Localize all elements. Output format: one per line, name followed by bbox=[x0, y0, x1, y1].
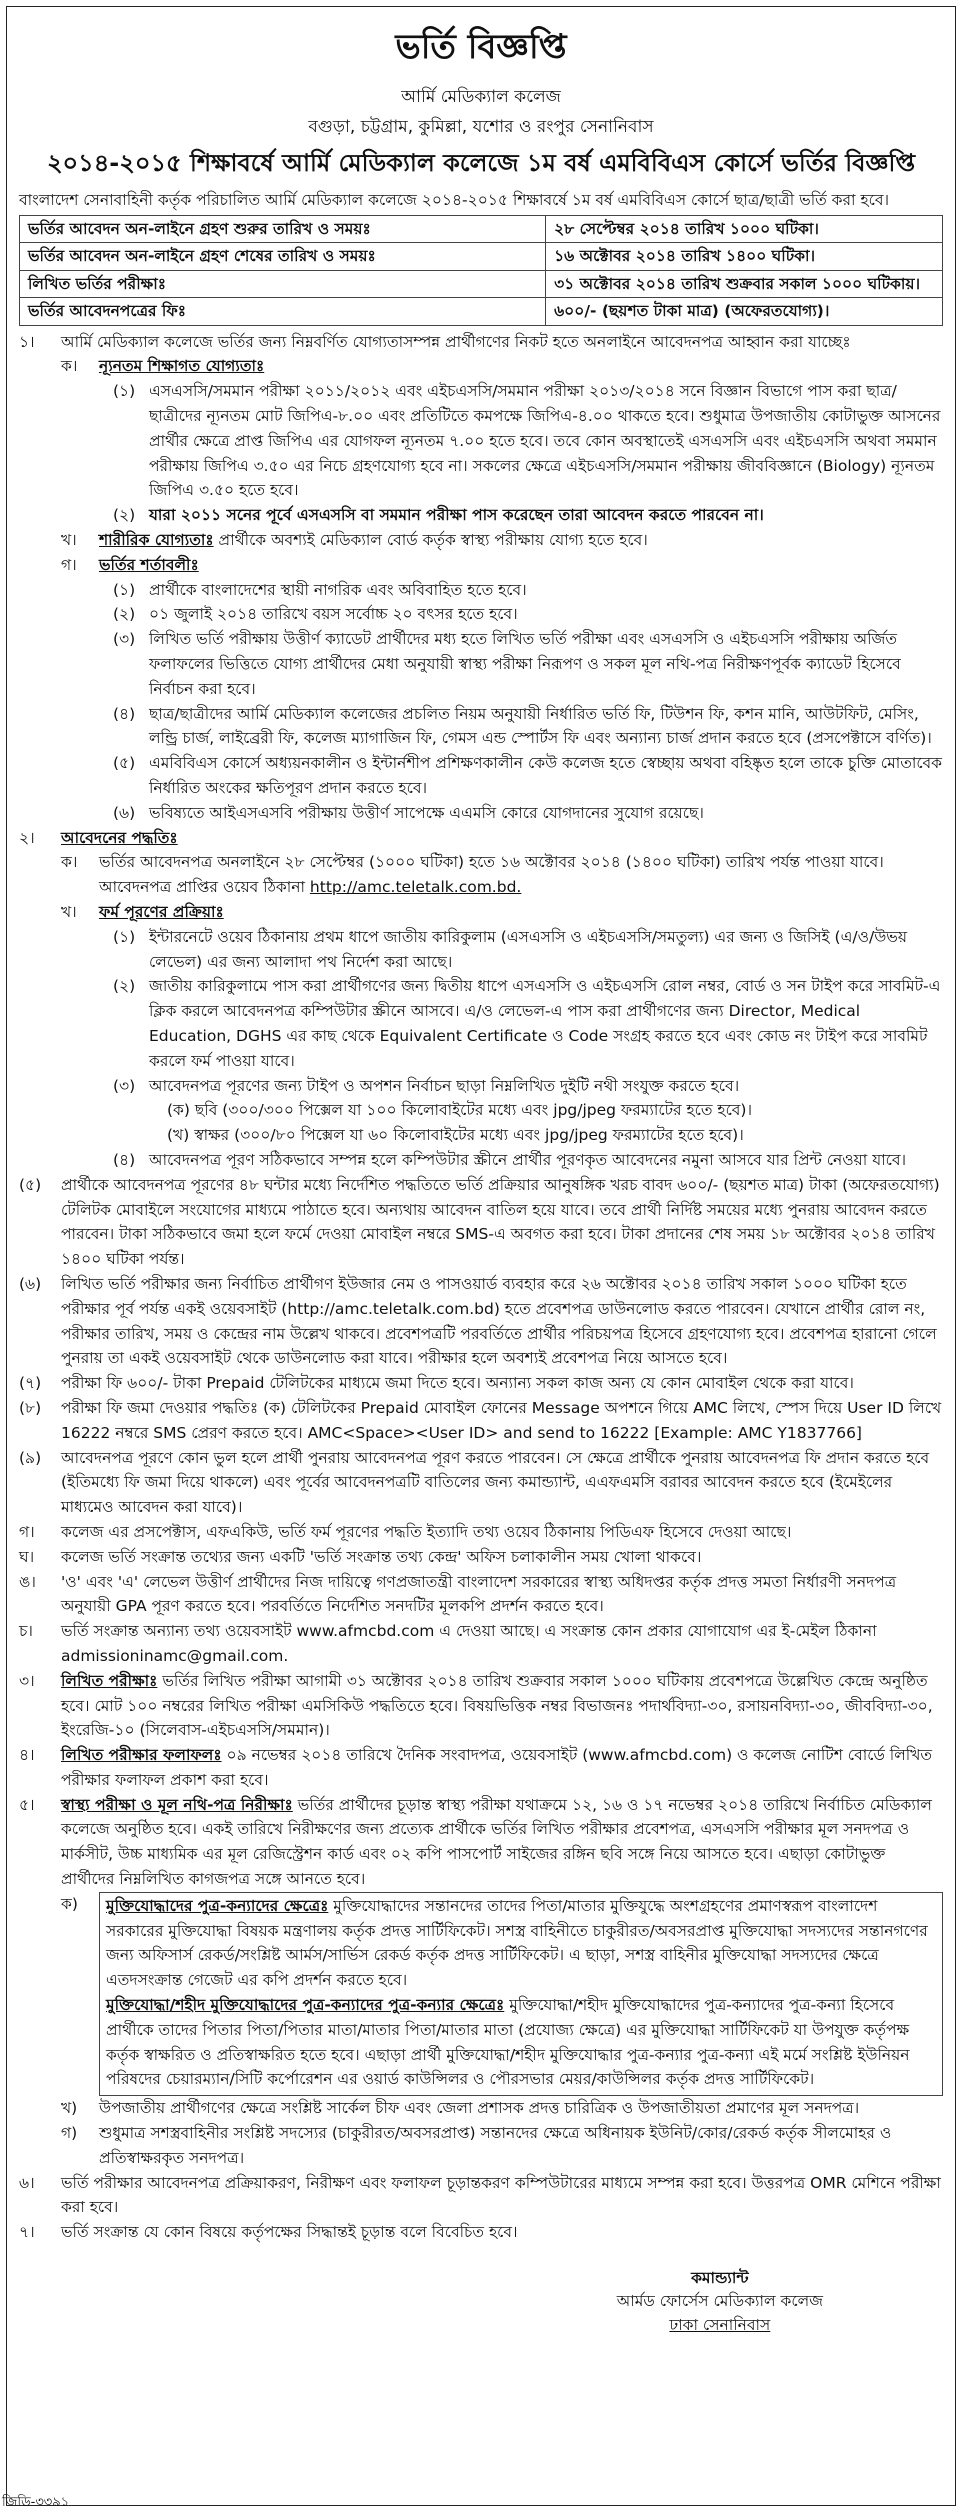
item-text: ইন্টারনেটে ওয়েব ঠিকানায় প্রথম ধাপে জাতীয় কারিকুলাম (এসএসসি ও এইচএসসি/সমতুল্য) এর জন্য ও জিসিই (এ/ও/উভয় লেভেল) এর জন্য আলাদা পথ নির্দেশ করা আছে। bbox=[149, 927, 907, 971]
section-medical-check bbox=[19, 1793, 943, 2171]
clause-letter: ক। bbox=[61, 853, 78, 872]
schedule-table bbox=[19, 215, 943, 326]
clause-letter: গ। bbox=[61, 555, 77, 574]
item-number: (৪) bbox=[113, 704, 136, 723]
clause-title: মুক্তিযোদ্ধা/শহীদ মুক্তিযোদ্ধাদের পুত্র-কন্যাদের পুত্র-কন্যার ক্ষেত্রেঃ bbox=[106, 1996, 505, 2015]
clause-title: শারীরিক যোগ্যতাঃ bbox=[99, 531, 214, 550]
clause-text: কলেজ এর প্রসপেক্টাস, এফএকিউ, ভর্তি ফর্ম পূরণের পদ্ধতি ইত্যাদি তথ্য ওয়েব ঠিকানায় পিডিএফ হিসেবে দেওয়া আছে। bbox=[61, 1522, 792, 1541]
section-number: ৬। bbox=[19, 2173, 35, 2192]
section-number: ৫। bbox=[19, 1795, 35, 1814]
item-text: ভবিষ্যতে আইএসএসবি পরীক্ষায় উত্তীর্ণ সাপেক্ষে এএমসি কোরে যোগদানের সুযোগ রয়েছে। bbox=[149, 803, 704, 822]
item-text: আবেদনপত্র পূরণ সঠিকভাবে সম্পন্ন হলে কম্পিউটার স্ক্রীনে প্রার্থীর পূরণকৃত আবেদনের নমুনা আসবে যার প্রিন্ট নেওয়া যাবে। bbox=[149, 1150, 907, 1169]
section-text: আর্মি মেডিক্যাল কলেজে ভর্তির জন্য নিম্নবর্ণিত যোগ্যতাসম্পন্ন প্রার্থীগণের নিকট হতে অনলাইনে আবেদনপত্র আহ্বান করা যাচ্ছেঃ bbox=[61, 332, 851, 351]
clause-text: কলেজ ভর্তি সংক্রান্ত তথ্যের জন্য একটি 'ভর্তি সংক্রান্ত তথ্য কেন্দ্র' অফিস চলাকালীন সময় খোলা থাকবে। bbox=[61, 1547, 702, 1566]
item-text: এমবিবিএস কোর্সে অধ্যয়নকালীন ও ইন্টার্নশীপ প্রশিক্ষণকালীন কেউ কলেজ হতে স্বেচ্ছায় অথবা বহিষ্কৃত হলে তাকে চুক্তি মোতাবেক নির্ধারিত অংকের ক্ষতিপূরণ প্রদান করতে হবে। bbox=[149, 754, 943, 798]
item-text: ০১ জুলাই ২০১৪ তারিখে বয়স সর্বোচ্চ ২০ বৎসর হতে হবে। bbox=[149, 605, 518, 624]
section-eligibility bbox=[19, 330, 943, 826]
section-number: (৭) bbox=[19, 1374, 42, 1393]
item-text: (ক) ছবি (৩০০/৩০০ পিক্সেল যা ১০০ কিলোবাইটের মধ্যে এবং jpg/jpeg ফরম্যাটের হতে হবে)। bbox=[167, 1101, 753, 1120]
item-text: যারা ২০১১ সনের পূর্বে এসএসসি বা সমমান পরীক্ষা পাস করেছেন তারা আবেদন করতে পারবেন না। bbox=[149, 506, 764, 525]
signature-block bbox=[19, 2267, 943, 2337]
college-locations: বগুড়া, চট্টগ্রাম, কুমিল্লা, যশোর ও রংপুর সেনানিবাস bbox=[308, 117, 654, 137]
section-written-exam bbox=[19, 1669, 943, 1743]
college-name: আর্মি মেডিক্যাল কলেজ bbox=[401, 87, 561, 107]
schedule-label: ভর্তির আবেদন অন-লাইনে গ্রহণ শেষের তারিখ ও সময়ঃ bbox=[20, 243, 546, 270]
schedule-row bbox=[20, 243, 943, 270]
clause-text: শুধুমাত্র সশস্ত্রবাহিনীর সংশ্লিষ্ট সদস্যের (চাকুরীরত/অবসরপ্রাপ্ত) সন্তানদের ক্ষেত্রে অধিনায়ক ইউনিট/কোর/রেকর্ড কর্তৃক সীলমোহর ও প্রতিস্বাক্ষরকৃত সনদপত্র। bbox=[99, 2124, 892, 2167]
clause-letter: গ। bbox=[19, 1522, 35, 1541]
item-text: জাতীয় কারিকুলামে পাস করা প্রার্থীগণের জন্য দ্বিতীয় ধাপে এসএসসি ও এইচএসসি রোল নম্বর, বোর্ড ও সন টাইপ করে সাবমিট-এ ক্লিক করলে আবেদনপত্র কম্পিউটার স্ক্রীনে আসবে। এ/ও লেভেল-এ পাস করা প্রার্থীগণের জন্য Director, Medical Education, DGHS এর কাছ থেকে Equivalent Certificate ও Code সংগ্রহ করতে হবে এবং কোড নং টাইপ করে সাবমিট করলে ফর্ম পাওয়া যাবে। bbox=[149, 977, 941, 1070]
signatory-place: ঢাকা সেনানিবাস bbox=[669, 2315, 771, 2334]
schedule-value: ৬০০/- (ছয়শত টাকা মাত্র) (অফেরতযোগ্য)। bbox=[546, 298, 943, 325]
schedule-value: ৩১ অক্টোবর ২০১৪ তারিখ শুক্রবার সকাল ১০০০ ঘটিকায়। bbox=[546, 270, 943, 297]
schedule-row bbox=[20, 298, 943, 325]
item-number: (৪) bbox=[113, 1150, 136, 1169]
notice-headline: ২০১৪-২০১৫ শিক্ষাবর্ষে আর্মি মেডিক্যাল কলেজে ১ম বর্ষ এমবিবিএস কোর্সে ভর্তির বিজ্ঞপ্তি bbox=[46, 149, 916, 177]
footer-code: জিডি-৩৩৯১ bbox=[2, 2495, 70, 2510]
schedule-label: ভর্তির আবেদনপত্রের ফিঃ bbox=[20, 298, 546, 325]
item-number: (২) bbox=[113, 977, 136, 996]
section-fee-payment bbox=[19, 1173, 943, 1272]
section-text: প্রার্থীকে আবেদনপত্র পূরণের ৪৮ ঘন্টার মধ্যে নির্দেশিত পদ্ধতিতে ভর্তি প্রক্রিয়ার আনুষঙ্গিক খরচ বাবদ ৬০০/- (ছয়শত মাত্র) টাকা (অফেরতযোগ্য) টেলিটক মোবাইলে সংযোগের মাধ্যমে পাঠাতে হবে। অন্যথায় আবেদন বাতিল হয়ে যাবে। তবে প্রার্থী নির্দিষ্ট সময়ের মধ্যে পুনরায় আবেদন করতে পারবেন। টাকা সঠিকভাবে জমা হলে ফর্মে দেওয়া মোবাইল নম্বরে SMS-এ অবগত করা হবে। টাকা প্রদানের শেষ সময় ১৮ অক্টোবর ২০১৪ তারিখ ১৪০০ ঘটিকা পর্যন্ত। bbox=[61, 1175, 940, 1269]
signatory-rank: কমান্ড্যান্ট bbox=[691, 2269, 749, 2288]
section-processing bbox=[19, 2171, 943, 2221]
section-text: আবেদনপত্র পূরণে কোন ভুল হলে প্রার্থী পুনরায় আবেদনপত্র পূরণ করতে পারবেন। সে ক্ষেত্রে প্রার্থীকে পুনরায় আবেদনপত্র ফি প্রদান করতে হবে (ইতিমধ্যে ফি জমা দিয়ে থাকলে) এবং পূর্বের আবেদনপত্রটি বাতিলের জন্য কমান্ড্যান্ট, এএফএমসি বরাবর আবেদন করতে হবে (ইমেইলের মাধ্যমেও আবেদন করা যাবে)। bbox=[61, 1448, 930, 1517]
section-number: ২। bbox=[19, 828, 35, 847]
section-text: পরীক্ষা ফি জমা দেওয়ার পদ্ধতিঃ (ক) টেলিটকের Prepaid মোবাইল ফোনের Message অপশনে গিয়ে AMC লিখে, স্পেস দিয়ে User ID লিখে 16222 নম্বরে SMS প্রেরণ করতে হবে। AMC<Space><User ID> and send to 16222 [Example: AMC Y1837766] bbox=[61, 1398, 942, 1442]
section-text: লিখিত ভর্তি পরীক্ষার জন্য নির্বাচিত প্রার্থীগণ ইউজার নেম ও পাসওয়ার্ড ব্যবহার করে ২৬ অক্টোবর ২০১৪ তারিখ সকাল ১০০০ ঘটিকা হতে পরীক্ষার পূর্ব পর্যন্ত একই ওয়েবসাইট (http://amc.teletalk.com.bd) হতে প্রবেশপত্র ডাউনলোড করতে পারবেন। যেখানে প্রার্থীর রোল নং, পরীক্ষার তারিখ, সময় ও কেন্দ্রের নাম উল্লেখ থাকবে। প্রবেশপত্রটি পরবর্তিতে প্রার্থীর পরিচয়পত্র হিসেবে গ্রহণযোগ্য হবে। প্রবেশপত্র হারানো গেলে পুনরায় তা একই ওয়েবসাইট থেকে ডাউনলোড করা যাবে। পরীক্ষার হলে অবশ্যই প্রবেশপত্র নিয়ে আসতে হবে। bbox=[61, 1274, 937, 1368]
section-text: ভর্তি পরীক্ষার আবেদনপত্র প্রক্রিয়াকরণ, নিরীক্ষণ এবং ফলাফল চূড়ান্তকরণ কম্পিউটারের মাধ্যমে সম্পন্ন করা হবে। উত্তরপত্র OMR মেশিনে পরীক্ষা করা হবে। bbox=[61, 2173, 941, 2217]
section-misc-clause bbox=[19, 1520, 943, 1545]
item-text: প্রার্থীকে বাংলাদেশের স্থায়ী নাগরিক এবং অবিবাহিত হতে হবে। bbox=[149, 580, 527, 599]
clause-letter: ঘ। bbox=[19, 1547, 35, 1566]
section-text: পরীক্ষা ফি ৬০০/- টাকা Prepaid টেলিটকের মাধ্যমে জমা দিতে হবে। অন্যান্য সকল কাজ অন্য যে কোন মোবাইল থেকে করা যাবে। bbox=[61, 1374, 854, 1393]
clause-letter: ঙ। bbox=[19, 1572, 36, 1591]
section-number: (৫) bbox=[19, 1175, 42, 1194]
section-title: লিখিত পরীক্ষার ফলাফলঃ bbox=[61, 1746, 222, 1765]
item-number: (১) bbox=[113, 927, 136, 946]
schedule-row bbox=[20, 215, 943, 242]
section-application-method bbox=[19, 826, 943, 1173]
clause-text: ভর্তির আবেদনপত্র অনলাইনে ২৮ সেপ্টেম্বর (১০০০ ঘটিকা) হতে ১৬ অক্টোবর ২০১৪ (১৪০০ ঘটিকা) তারিখ পর্যন্ত পাওয়া যাবে। আবেদনপত্র প্রাপ্তির ওয়েব ঠিকানা bbox=[99, 853, 884, 897]
clause-text: মুক্তিযোদ্ধা/শহীদ মুক্তিযোদ্ধাদের পুত্র-কন্যাদের পুত্র-কন্যা হিসেবে প্রার্থীকে তাদের পিতার পিতা/পিতার মাতা/মাতার পিতা/মাতার মাতা (প্রযোজ্য ক্ষেত্রে) এর মুক্তিযোদ্ধা সার্টিফিকেট যা উপযুক্ত কর্তৃপক্ষ কর্তৃক স্বাক্ষরিত ও প্রতিস্বাক্ষরিত হতে হবে। এছাড়া প্রার্থী মুক্তিযোদ্ধা/শহীদ মুক্তিযোদ্ধার পুত্র-কন্যার পুত্র-কন্যা এই মর্মে সংশ্লিষ্ট ইউনিয়ন পরিষদের চেয়ারম্যান/সিটি কর্পোরেশন এর ওয়ার্ড কাউন্সিলর ও পৌরসভার মেয়র/কাউন্সিলর কর্তৃক প্রদত্ত সার্টিফিকেট। bbox=[106, 1996, 910, 2089]
section-admit-card bbox=[19, 1272, 943, 1371]
item-number: (২) bbox=[113, 506, 136, 525]
clause-letter: খ) bbox=[61, 2099, 78, 2118]
section-text: ভর্তি সংক্রান্ত যে কোন বিষয়ে কর্তৃপক্ষের সিদ্ধান্তই চূড়ান্ত বলে বিবেচিত হবে। bbox=[61, 2223, 518, 2242]
section-number: (৬) bbox=[19, 1274, 42, 1293]
section-number: ৭। bbox=[19, 2223, 35, 2242]
section-title: আবেদনের পদ্ধতিঃ bbox=[61, 828, 178, 847]
item-number: (২) bbox=[113, 605, 136, 624]
section-number: ৪। bbox=[19, 1746, 35, 1765]
section-number: ১। bbox=[19, 332, 35, 351]
section-number: ৩। bbox=[19, 1671, 35, 1690]
section-text: ভর্তির লিখিত পরীক্ষা আগামী ৩১ অক্টোবর ২০১৪ তারিখ শুক্রবার সকাল ১০০০ ঘটিকায় প্রবেশপত্রে উল্লেখিত কেন্দ্রে অনুষ্ঠিত হবে। মোট ১০০ নম্বরের লিখিত পরীক্ষা এমসিকিউ পদ্ধতিতে হবে। বিষয়ভিত্তিক নম্বর বিভাজনঃ পদার্থবিদ্যা-৩০, রসায়নবিদ্যা-৩০, জীববিদ্যা-৩০, ইংরেজি-১০ (সিলেবাস-এইচএসসি/সমমান)। bbox=[61, 1671, 933, 1740]
clause-text: মুক্তিযোদ্ধাদের সন্তানদের তাদের পিতা/মাতার মুক্তিযুদ্ধে অংশগ্রহণের প্রমাণস্বরূপ বাংলাদেশ সরকারের মুক্তিযোদ্ধা বিষয়ক মন্ত্রণালয় কর্তৃক প্রদত্ত সার্টিফিকেট। সশস্ত্র বাহিনীতে চাকুরীরত/অবসরপ্রাপ্ত মুক্তিযোদ্ধা সদস্যদের সন্তানগণের জন্য অফিসার্স রেকর্ড/সংশ্লিষ্ট আর্মস/সার্ভিস রেকর্ড কর্তৃক প্রদত্ত সার্টিফিকেট। এ ছাড়া, সশস্ত্র বাহিনীর মুক্তিযোদ্ধা সদস্যদের ক্ষেত্রে এতদসংক্রান্ত গেজেট এর কপি প্রদর্শন করতে হবে। bbox=[106, 1896, 928, 1990]
clause-title: মুক্তিযোদ্ধাদের পুত্র-কন্যাদের ক্ষেত্রেঃ bbox=[106, 1896, 329, 1915]
section-correction bbox=[19, 1446, 943, 1520]
admission-notice bbox=[6, 6, 956, 2506]
section-title: স্বাস্থ্য পরীক্ষা ও মূল নথি-পত্র নিরীক্ষাঃ bbox=[61, 1795, 293, 1814]
section-misc-clause bbox=[19, 1570, 943, 1620]
signatory-org: আর্মড ফোর্সেস মেডিক্যাল কলেজ bbox=[616, 2292, 823, 2311]
clause-letter: খ। bbox=[61, 903, 77, 921]
item-number: (১) bbox=[113, 382, 136, 401]
schedule-value: ২৮ সেপ্টেম্বর ২০১৪ তারিখ ১০০০ ঘটিকা। bbox=[546, 215, 943, 242]
section-number: (৯) bbox=[19, 1448, 42, 1467]
item-number: (৫) bbox=[113, 754, 136, 773]
clause-text: প্রার্থীকে অবশ্যই মেডিক্যাল বোর্ড কর্তৃক স্বাস্থ্য পরীক্ষায় যোগ্য হতে হবে। bbox=[218, 531, 648, 550]
section-final-decision bbox=[19, 2220, 943, 2245]
clause-title: ভর্তির শর্তাবলীঃ bbox=[99, 555, 199, 574]
application-url-link[interactable]: http://amc.teletalk.com.bd. bbox=[309, 878, 522, 897]
clause-letter: গ) bbox=[61, 2124, 78, 2143]
item-text: আবেদনপত্র পূরণের জন্য টাইপ ও অপশন নির্বাচন ছাড়া নিম্নলিখিত দুইটি নথী সংযুক্ত করতে হবে। bbox=[149, 1076, 740, 1095]
schedule-label: লিখিত ভর্তির পরীক্ষাঃ bbox=[20, 270, 546, 297]
clause-letter: ক। bbox=[61, 357, 78, 376]
item-number: (১) bbox=[113, 580, 136, 599]
clause-text: উপজাতীয় প্রার্থীগণের ক্ষেত্রে সংশ্লিষ্ট সার্কেল চীফ এবং জেলা প্রশাসক প্রদত্ত চারিত্রিক ও উপজাতীয়তা প্রমাণের মূল সনদপত্র। bbox=[99, 2099, 860, 2118]
clause-title: ন্যূনতম শিক্ষাগত যোগ্যতাঃ bbox=[99, 357, 265, 376]
item-number: (৬) bbox=[113, 803, 136, 822]
clause-letter: ক) bbox=[61, 1894, 78, 1913]
item-text: (খ) স্বাক্ষর (৩০০/৮০ পিক্সেল যা ৬০ কিলোবাইটের মধ্যে এবং jpg/jpeg ফরম্যাটের হতে হবে)। bbox=[167, 1126, 744, 1145]
clause-text: 'ও' এবং 'এ' লেভেল উত্তীর্ণ প্রার্থীদের নিজ দায়িত্বে গণপ্রজাতন্ত্রী বাংলাদেশ সরকারের স্বাস্থ্য অধিদপ্তর কর্তৃক প্রদত্ত সমতা নির্ধারণী সনদপত্র অনুযায়ী GPA পূরণ করতে হবে। পরবর্তিতে নির্দেশিত সনদটির মূলকপি প্রদর্শন করতে হবে। bbox=[61, 1572, 897, 1616]
section-sms-method bbox=[19, 1396, 943, 1446]
schedule-label: ভর্তির আবেদন অন-লাইনে গ্রহণ শুরুর তারিখ ও সময়ঃ bbox=[20, 215, 546, 242]
section-title: লিখিত পরীক্ষাঃ bbox=[61, 1671, 158, 1690]
item-number: (৩) bbox=[113, 630, 136, 649]
section-exam-result bbox=[19, 1743, 943, 1793]
intro-paragraph: বাংলাদেশ সেনাবাহিনী কর্তৃক পরিচালিত আর্মি মেডিক্যাল কলেজে ২০১৪-২০১৫ শিক্ষাবর্ষে ১ম বর্ষ এমবিবিএস কোর্সে ছাত্র/ছাত্রী ভর্তি করা হবে। bbox=[19, 191, 890, 209]
clause-letter: খ। bbox=[61, 531, 77, 550]
notice-title: ভর্তি বিজ্ঞপ্তি bbox=[395, 27, 567, 67]
clause-title: ফর্ম পূরণের প্রক্রিয়াঃ bbox=[99, 903, 224, 921]
schedule-value: ১৬ অক্টোবর ২০১৪ তারিখ ১৪০০ ঘটিকা। bbox=[546, 243, 943, 270]
section-number: (৮) bbox=[19, 1398, 42, 1417]
schedule-row bbox=[20, 270, 943, 297]
clause-text: ভর্তি সংক্রান্ত অন্যান্য তথ্য ওয়েবসাইট www.afmcbd.com এ দেওয়া আছে। এ সংক্রান্ত কোন প্রকার যোগাযোগ এর ই-মেইল ঠিকানা admissioninamc@gmail.com. bbox=[61, 1622, 877, 1665]
section-text: ০৯ নভেম্বর ২০১৪ তারিখে দৈনিক সংবাদপত্র, ওয়েবসাইট (www.afmcbd.com) ও কলেজ নোটিশ বোর্ডে লিখিত পরীক্ষার ফলাফল প্রকাশ করা হবে। bbox=[61, 1746, 933, 1789]
item-text: এসএসসি/সমমান পরীক্ষা ২০১১/২০১২ এবং এইচএসসি/সমমান পরীক্ষা ২০১৩/২০১৪ সনে বিজ্ঞান বিভাগে পাস করা ছাত্র/ছাত্রীদের ন্যূনতম মোট জিপিএ-৮.০০ এবং প্রতিটিতে কমপক্ষে জিপিএ-৪.০০ থাকতে হবে। শুধুমাত্র উপজাতীয় কোটাভুক্ত আসনের প্রার্থীর ক্ষেত্রে প্রাপ্ত জিপিএ এর যোগফল ন্যূনতম ৭.০০ হতে হবে। তবে কোন অবস্থাতেই এসএসসি এবং এইচএসসি অথবা সমমান পরীক্ষায় জিপিএ ৩.৫০ এর নিচে গ্রহণযোগ্য হবে না। সকলের ক্ষেত্রে এইচএসসি/সমমান পরীক্ষায় জীববিজ্ঞানে (Biology) ন্যূনতম জিপিএ ৩.৫০ হতে হবে। bbox=[149, 382, 941, 500]
section-misc-clause bbox=[19, 1545, 943, 1570]
item-number: (৩) bbox=[113, 1076, 136, 1095]
item-text: লিখিত ভর্তি পরীক্ষায় উত্তীর্ণ ক্যাডেট প্রার্থীদের মধ্য হতে লিখিত ভর্তি পরীক্ষা এবং এসএসসি ও এইচএসসি পরীক্ষায় অর্জিত ফলাফলের ভিত্তিতে যোগ্য প্রার্থীদের মেধা অনুযায়ী স্বাস্থ্য পরীক্ষা নিরূপণ ও সকল মূল নথি-পত্র নিরীক্ষণপূর্বক ক্যাডেট হিসেবে নির্বাচন করা হবে। bbox=[149, 630, 901, 698]
clause-letter: চ। bbox=[19, 1622, 33, 1641]
section-misc-clause bbox=[19, 1619, 943, 1669]
section-prepaid bbox=[19, 1371, 943, 1396]
section-text: ভর্তির প্রার্থীদের চূড়ান্ত স্বাস্থ্য পরীক্ষা যথাক্রমে ১২, ১৬ ও ১৭ নভেম্বর ২০১৪ তারিখে নির্বাচিত মেডিক্যাল কলেজে অনুষ্ঠিত হবে। একই তারিখে নিরীক্ষণের জন্য প্রত্যেক প্রার্থীকে ভর্তির লিখিত পরীক্ষার প্রবেশপত্র, এসএসসি পরীক্ষার মূল সনদপত্র ও মার্কসীট, উচ্চ মাধ্যমিক এর মূল রেজিস্ট্রেশন কার্ড এবং ০২ কপি পাসপোর্ট সাইজের রঙ্গিন ছবি সঙ্গে নিয়ে আসতে হবে। এছাড়া কোটাভুক্ত প্রার্থীদের নিম্নলিখিত কাগজপত্র সঙ্গে আনতে হবে। bbox=[61, 1795, 932, 1889]
item-text: ছাত্র/ছাত্রীদের আর্মি মেডিক্যাল কলেজের প্রচলিত নিয়ম অনুযায়ী নির্ধারিত ভর্তি ফি, টিউশন ফি, কশন মানি, আউটফিট, মেসিং, লন্ড্রি চার্জ, লাইব্রেরী ফি, কলেজ ম্যাগাজিন ফি, গেমস এন্ড স্পোর্টস ফি এবং অন্যান্য চার্জ প্রদান করতে হবে (প্রসপেক্টাসে বর্ণিত)। bbox=[149, 704, 932, 748]
